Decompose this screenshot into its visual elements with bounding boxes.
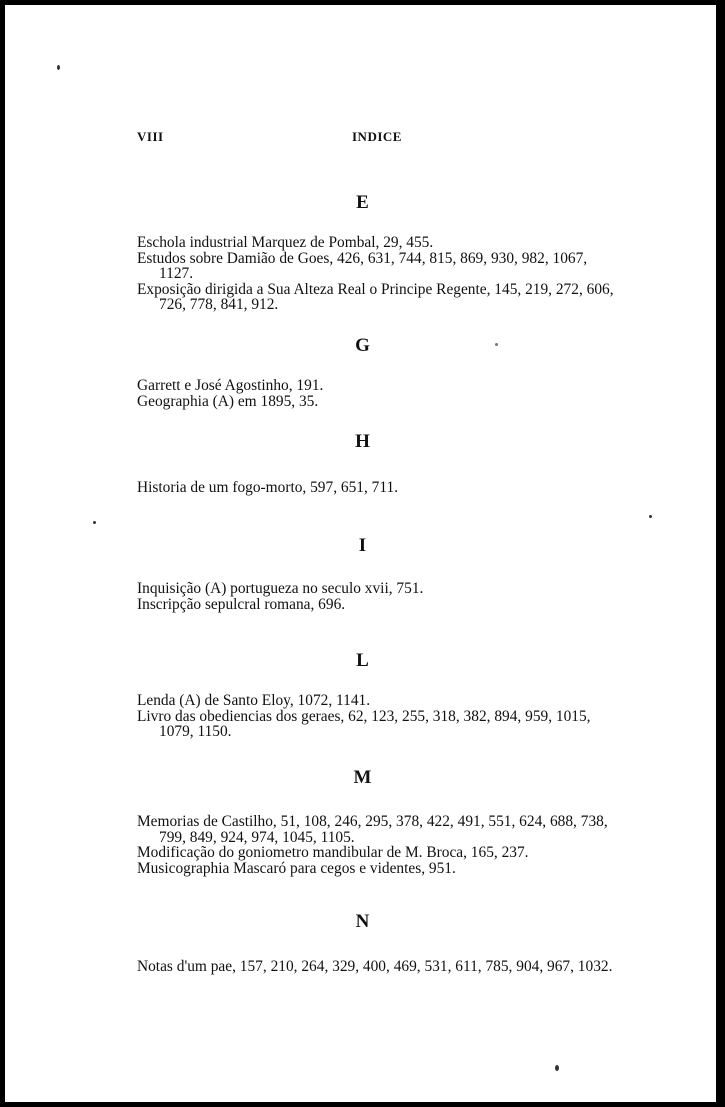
page-number: VIII <box>137 129 164 144</box>
index-entry: Exposição dirigida a Sua Alteza Real o Principe Regente, 145, 219, 272, 606, 726, 778, 841, 912. <box>137 280 614 313</box>
index-entry: Eschola industrial Marquez de Pombal, 29, 455. <box>137 234 434 251</box>
running-title: INDICE <box>352 129 402 144</box>
section-entries <box>137 235 615 313</box>
ink-speck <box>649 515 652 518</box>
section-letter: H <box>355 431 370 452</box>
section-letter: E <box>356 192 369 213</box>
section-letter: L <box>356 650 369 671</box>
section-letter: G <box>355 335 370 356</box>
section-letter: M <box>353 767 372 788</box>
index-entry: Inquisição (A) portugueza no seculo xvii, 751. <box>137 580 424 597</box>
index-entry: Memorias de Castilho, 51, 108, 246, 295, 378, 422, 491, 551, 624, 688, 738, 799, 849, 924, 974, 1045, 1105. <box>137 813 608 846</box>
section-entries <box>137 693 615 740</box>
section-entries <box>137 814 615 876</box>
index-entry: Musicographia Mascaró para cegos e videntes, 951. <box>137 859 456 877</box>
index-entry: Geographia (A) em 1895, 35. <box>137 392 319 410</box>
ink-speck <box>93 521 96 524</box>
section-entries <box>137 581 615 612</box>
section-entries <box>137 378 615 409</box>
ink-speck <box>57 65 60 70</box>
section-entries <box>137 959 615 975</box>
section-letter: N <box>355 911 370 932</box>
index-entry: Notas d'um pae, 157, 210, 264, 329, 400, 469, 531, 611, 785, 904, 967, 1032. <box>137 958 613 975</box>
running-head <box>5 129 716 149</box>
index-entry: Garrett e José Agostinho, 191. <box>137 377 324 394</box>
index-entry: Livro das obediencias dos geraes, 62, 123, 255, 318, 382, 894, 959, 1015, 1079, 1150. <box>137 707 591 740</box>
index-entry: Lenda (A) de Santo Eloy, 1072, 1141. <box>137 692 371 709</box>
section-entries <box>137 480 615 496</box>
index-entry: Modificação do goniometro mandibular de M. Broca, 165, 237. <box>137 844 529 861</box>
book-page <box>5 5 716 1102</box>
section-letter: I <box>358 535 367 556</box>
index-entry: Inscripção sepulcral romana, 696. <box>137 595 346 613</box>
index-entry: Historia de um fogo-morto, 597, 651, 711. <box>137 479 399 496</box>
ink-speck <box>555 1065 559 1071</box>
index-entry: Estudos sobre Damião de Goes, 426, 631, 744, 815, 869, 930, 982, 1067, 1127. <box>137 249 588 282</box>
